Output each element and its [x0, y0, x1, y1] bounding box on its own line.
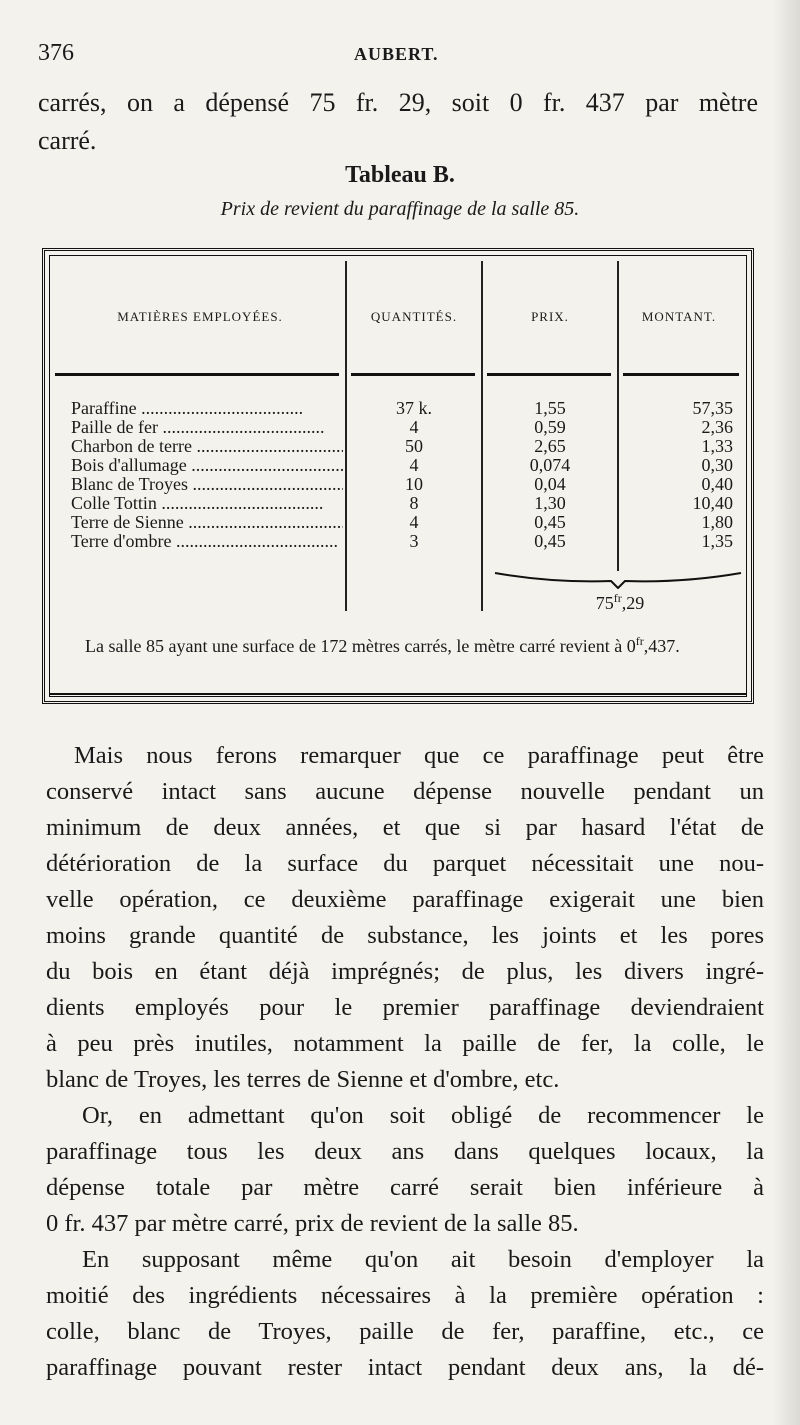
text-line: paraffinage pouvant rester intact pendant deux ans, la dé- [46, 1354, 764, 1381]
header-rule [55, 373, 339, 376]
paragraph-1 [46, 738, 764, 1098]
sum-brace-icon [493, 571, 743, 589]
cell-quantite: 4 [409, 417, 419, 437]
table-row [45, 475, 751, 494]
text-line: conservé intact sans aucune dépense nouvelle pendant un [46, 778, 764, 805]
intro-line-1: carrés, on a dépensé 75 fr. 29, soit 0 fr. 437 par mètre [38, 88, 758, 117]
cost-table [42, 248, 754, 704]
text-line: velle opération, ce deuxième paraffinage exigerait une bien [46, 886, 764, 913]
text-line: moins grande quantité de substance, les joints et les pores [46, 922, 764, 949]
cell-matiere: Blanc de Troyes ..... [71, 475, 343, 494]
header-rule [623, 373, 739, 376]
table-row [45, 532, 751, 551]
text-line: blanc de Troyes, les terres de Sienne et d'ombre, etc. [46, 1066, 560, 1093]
cell-montant: 1,33 [701, 436, 733, 456]
column-header-matieres: MATIÈRES EMPLOYÉES. [117, 309, 283, 324]
intro-text [38, 84, 758, 160]
table-row [45, 494, 751, 513]
table-row [45, 437, 751, 456]
column-header-montant: MONTANT. [641, 309, 717, 324]
cell-montant: 57,35 [692, 398, 733, 418]
cell-matiere: Terre d'ombre ..... [71, 532, 343, 551]
table-total [545, 591, 695, 614]
text-line: du bois en étant déjà imprégnés; de plus, les divers ingré- [46, 958, 764, 985]
table-row [45, 418, 751, 437]
cell-prix: 0,45 [534, 531, 566, 551]
text-line: à peu près inutiles, notamment la paille de fer, la colle, le [46, 1030, 764, 1057]
page-header [38, 40, 758, 74]
text-line: minimum de deux années, et que si par hasard l'état de [46, 814, 764, 841]
cell-montant: 1,35 [701, 531, 733, 551]
cell-prix: 0,59 [534, 417, 566, 437]
column-header-prix: PRIX. [531, 309, 569, 324]
paragraph-3 [46, 1242, 764, 1386]
cell-matiere: Paille de fer ..... [71, 418, 343, 437]
cell-quantite: 4 [409, 455, 419, 475]
cell-quantite: 8 [409, 493, 419, 513]
cell-montant: 1,80 [701, 512, 733, 532]
cell-matiere: Bois d'allumage ..... [71, 456, 343, 475]
cell-prix: 2,65 [534, 436, 566, 456]
table-note [61, 631, 741, 656]
cell-matiere: Terre de Sienne ..... [71, 513, 343, 532]
text-line: En supposant même qu'on ait besoin d'employer la [82, 1246, 764, 1273]
table-bottom-rule [49, 693, 747, 695]
total-unit: fr [613, 591, 622, 605]
cell-prix: 1,55 [534, 398, 566, 418]
cell-quantite: 10 [405, 474, 423, 494]
text-line: Or, en admettant qu'on soit obligé de recommencer le [82, 1102, 764, 1129]
table-caption: Prix de revient du paraffinage de la salle 85. [220, 198, 580, 220]
running-head: AUBERT. [354, 44, 439, 64]
cell-quantite: 37 k. [396, 398, 432, 418]
table-row [45, 513, 751, 532]
body-text [46, 738, 764, 1386]
cell-quantite: 3 [409, 531, 419, 551]
note-value: ,437. [643, 636, 680, 656]
cell-montant: 0,30 [701, 455, 733, 475]
text-line: paraffinage tous les deux ans dans quelques locaux, la [46, 1138, 764, 1165]
intro-line-2: carré. [38, 126, 97, 155]
cell-matiere: Paraffine ..... [71, 399, 343, 418]
note-text: La salle 85 ayant une surface de 172 mètres carrés, le mètre carré revient à 0 [85, 636, 636, 656]
page-number: 376 [38, 40, 74, 66]
cell-matiere: Colle Tottin ..... [71, 494, 343, 513]
text-line: colle, blanc de Troyes, paille de fer, paraffine, etc., ce [46, 1318, 764, 1345]
cell-quantite: 50 [405, 436, 423, 456]
table-row [45, 456, 751, 475]
cell-prix: 1,30 [534, 493, 566, 513]
total-cents: ,29 [621, 593, 645, 613]
cell-quantite: 4 [409, 512, 419, 532]
cell-montant: 10,40 [692, 493, 733, 513]
text-line: détérioration de la surface du parquet nécessitait une nou- [46, 850, 764, 877]
cell-montant: 2,36 [701, 417, 733, 437]
cell-prix: 0,04 [534, 474, 566, 494]
total-amount: 75 [595, 593, 614, 613]
cell-montant: 0,40 [701, 474, 733, 494]
note-unit: fr [635, 634, 644, 648]
text-line: dépense totale par mètre carré serait bien inférieure à [46, 1174, 764, 1201]
table-body [45, 399, 751, 551]
table-title: Tableau B. [345, 162, 455, 188]
header-rule [351, 373, 475, 376]
paragraph-2 [46, 1098, 764, 1242]
text-line: 0 fr. 437 par mètre carré, prix de revient de la salle 85. [46, 1210, 579, 1237]
header-rule [487, 373, 611, 376]
cell-prix: 0,45 [534, 512, 566, 532]
column-header-quantites: QUANTITÉS. [370, 309, 458, 324]
table-row [45, 399, 751, 418]
text-line: moitié des ingrédients nécessaires à la première opération : [46, 1282, 764, 1309]
cell-matiere: Charbon de terre ..... [71, 437, 343, 456]
text-line: Mais nous ferons remarquer que ce paraffinage peut être [74, 742, 764, 769]
text-line: dients employés pour le premier paraffinage deviendraient [46, 994, 764, 1021]
cell-prix: 0,074 [529, 455, 571, 475]
